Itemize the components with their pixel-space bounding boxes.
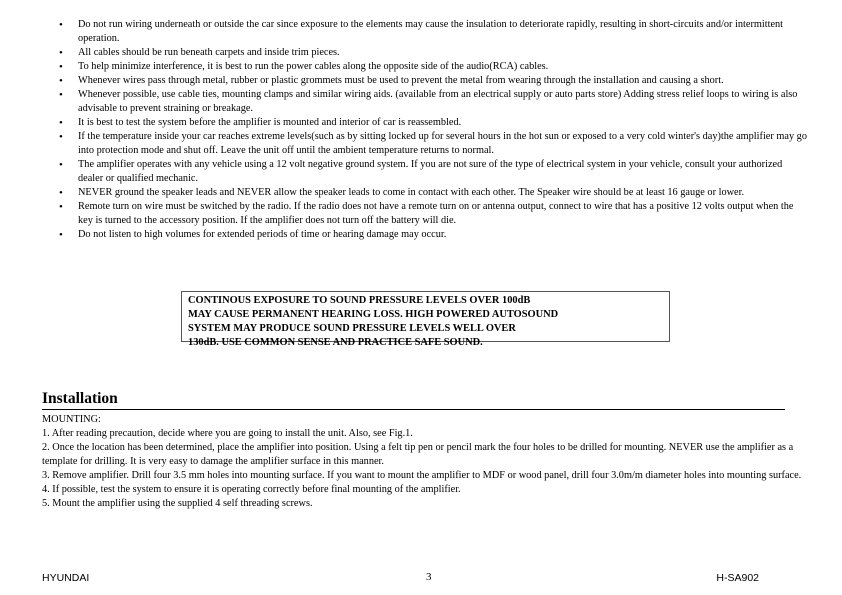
mounting-step: 5. Mount the amplifier using the supplied 4 self threading screws. [42,498,313,509]
mounting-step: 4. If possible, test the system to ensure it is operating correctly before final mounting of the amplifier. [42,484,461,495]
bullet-icon: • [59,75,63,87]
bullet-icon: • [59,229,63,241]
list-item: • Whenever possible, use cable ties, mounting clamps and similar wiring aids. (available from an electrical supply or auto parts store) Adding stress relief loops to wiring is also advisable to prevent straining or breakage. [59,89,798,114]
warning-line: 130dB. USE COMMON SENSE AND PRACTICE SAFE SOUND. [188,337,483,348]
precautions-list [56,18,808,242]
warning-line: MAY CAUSE PERMANENT HEARING LOSS. HIGH POWERED AUTOSOUND [188,309,559,320]
list-item: • NEVER ground the speaker leads and NEVER allow the speaker leads to come in contact with each other. The Speaker wire should be at least 16 gauge or lower. [59,187,745,199]
list-item: • If the temperature inside your car reaches extreme levels(such as by sitting locked up for several hours in the hot sun or exposed to a very cold winter's day)the amplifier may go into protection mode and shut off. Leave the unit off until the ambient temperature returns to normal. [59,131,807,156]
warning-line: CONTINOUS EXPOSURE TO SOUND PRESSURE LEVELS OVER 100dB [188,295,531,306]
list-item: • Do not listen to high volumes for extended periods of time or hearing damage may occur. [59,229,447,241]
page-number: 3 [426,571,432,583]
bullet-icon: • [59,117,63,129]
bullet-icon: • [59,47,63,59]
list-item: • The amplifier operates with any vehicle using a 12 volt negative ground system. If you are not sure of the type of electrical system in your vehicle, consult your authorized dealer or qualified mechanic. [59,159,783,184]
footer-brand: HYUNDAI [42,572,90,584]
list-item: • It is best to test the system before the amplifier is mounted and interior of car is reassembled. [59,117,462,129]
installation-heading: Installation [42,389,785,410]
mounting-step: 3. Remove amplifier. Drill four 3.5 mm holes into mounting surface. If you want to mount the amplifier to MDF or wood panel, drill four 3.0m/m diameter holes into mounting surface. [42,470,802,481]
mounting-subtitle: MOUNTING: [42,414,101,425]
mounting-step: 2. Once the location has been determined, place the amplifier into position. Using a felt tip pen or pencil mark the four holes to be drilled for mounting. NEVER use the amplifier as a template for drilling. It is very easy to damage the amplifier surface in this manner. [42,442,794,467]
bullet-icon: • [59,159,63,171]
list-item: • Remote turn on wire must be switched by the radio. If the radio does not have a remote turn on or antenna output, connect to wire that has a positive 12 volts output when the key is turned to the accessory position. If the amplifier does not turn off the battery will die. [59,201,794,226]
list-item: • Do not run wiring underneath or outside the car since exposure to the elements may cause the insulation to deteriorate rapidly, resulting in short-circuits and/or intermittent operation. [59,19,784,44]
bullet-icon: • [59,201,63,213]
mounting-step: 1. After reading precaution, decide where you are going to install the unit. Also, see Fig.1. [42,428,413,439]
bullet-icon: • [59,89,63,101]
mounting-section [42,413,812,511]
warning-line: SYSTEM MAY PRODUCE SOUND PRESSURE LEVELS WELL OVER [188,323,516,334]
bullet-icon: • [59,19,63,31]
bullet-icon: • [59,131,63,143]
list-item: • To help minimize interference, it is best to run the power cables along the opposite side of the audio(RCA) cables. [59,61,549,73]
list-item: • Whenever wires pass through metal, rubber or plastic grommets must be used to prevent the metal from wearing through the installation and causing a short. [59,75,724,87]
bullet-icon: • [59,187,63,199]
bullet-icon: • [59,61,63,73]
footer-model: H-SA902 [716,572,759,584]
hearing-warning-box [181,291,670,348]
list-item: • All cables should be run beneath carpets and inside trim pieces. [59,47,340,59]
